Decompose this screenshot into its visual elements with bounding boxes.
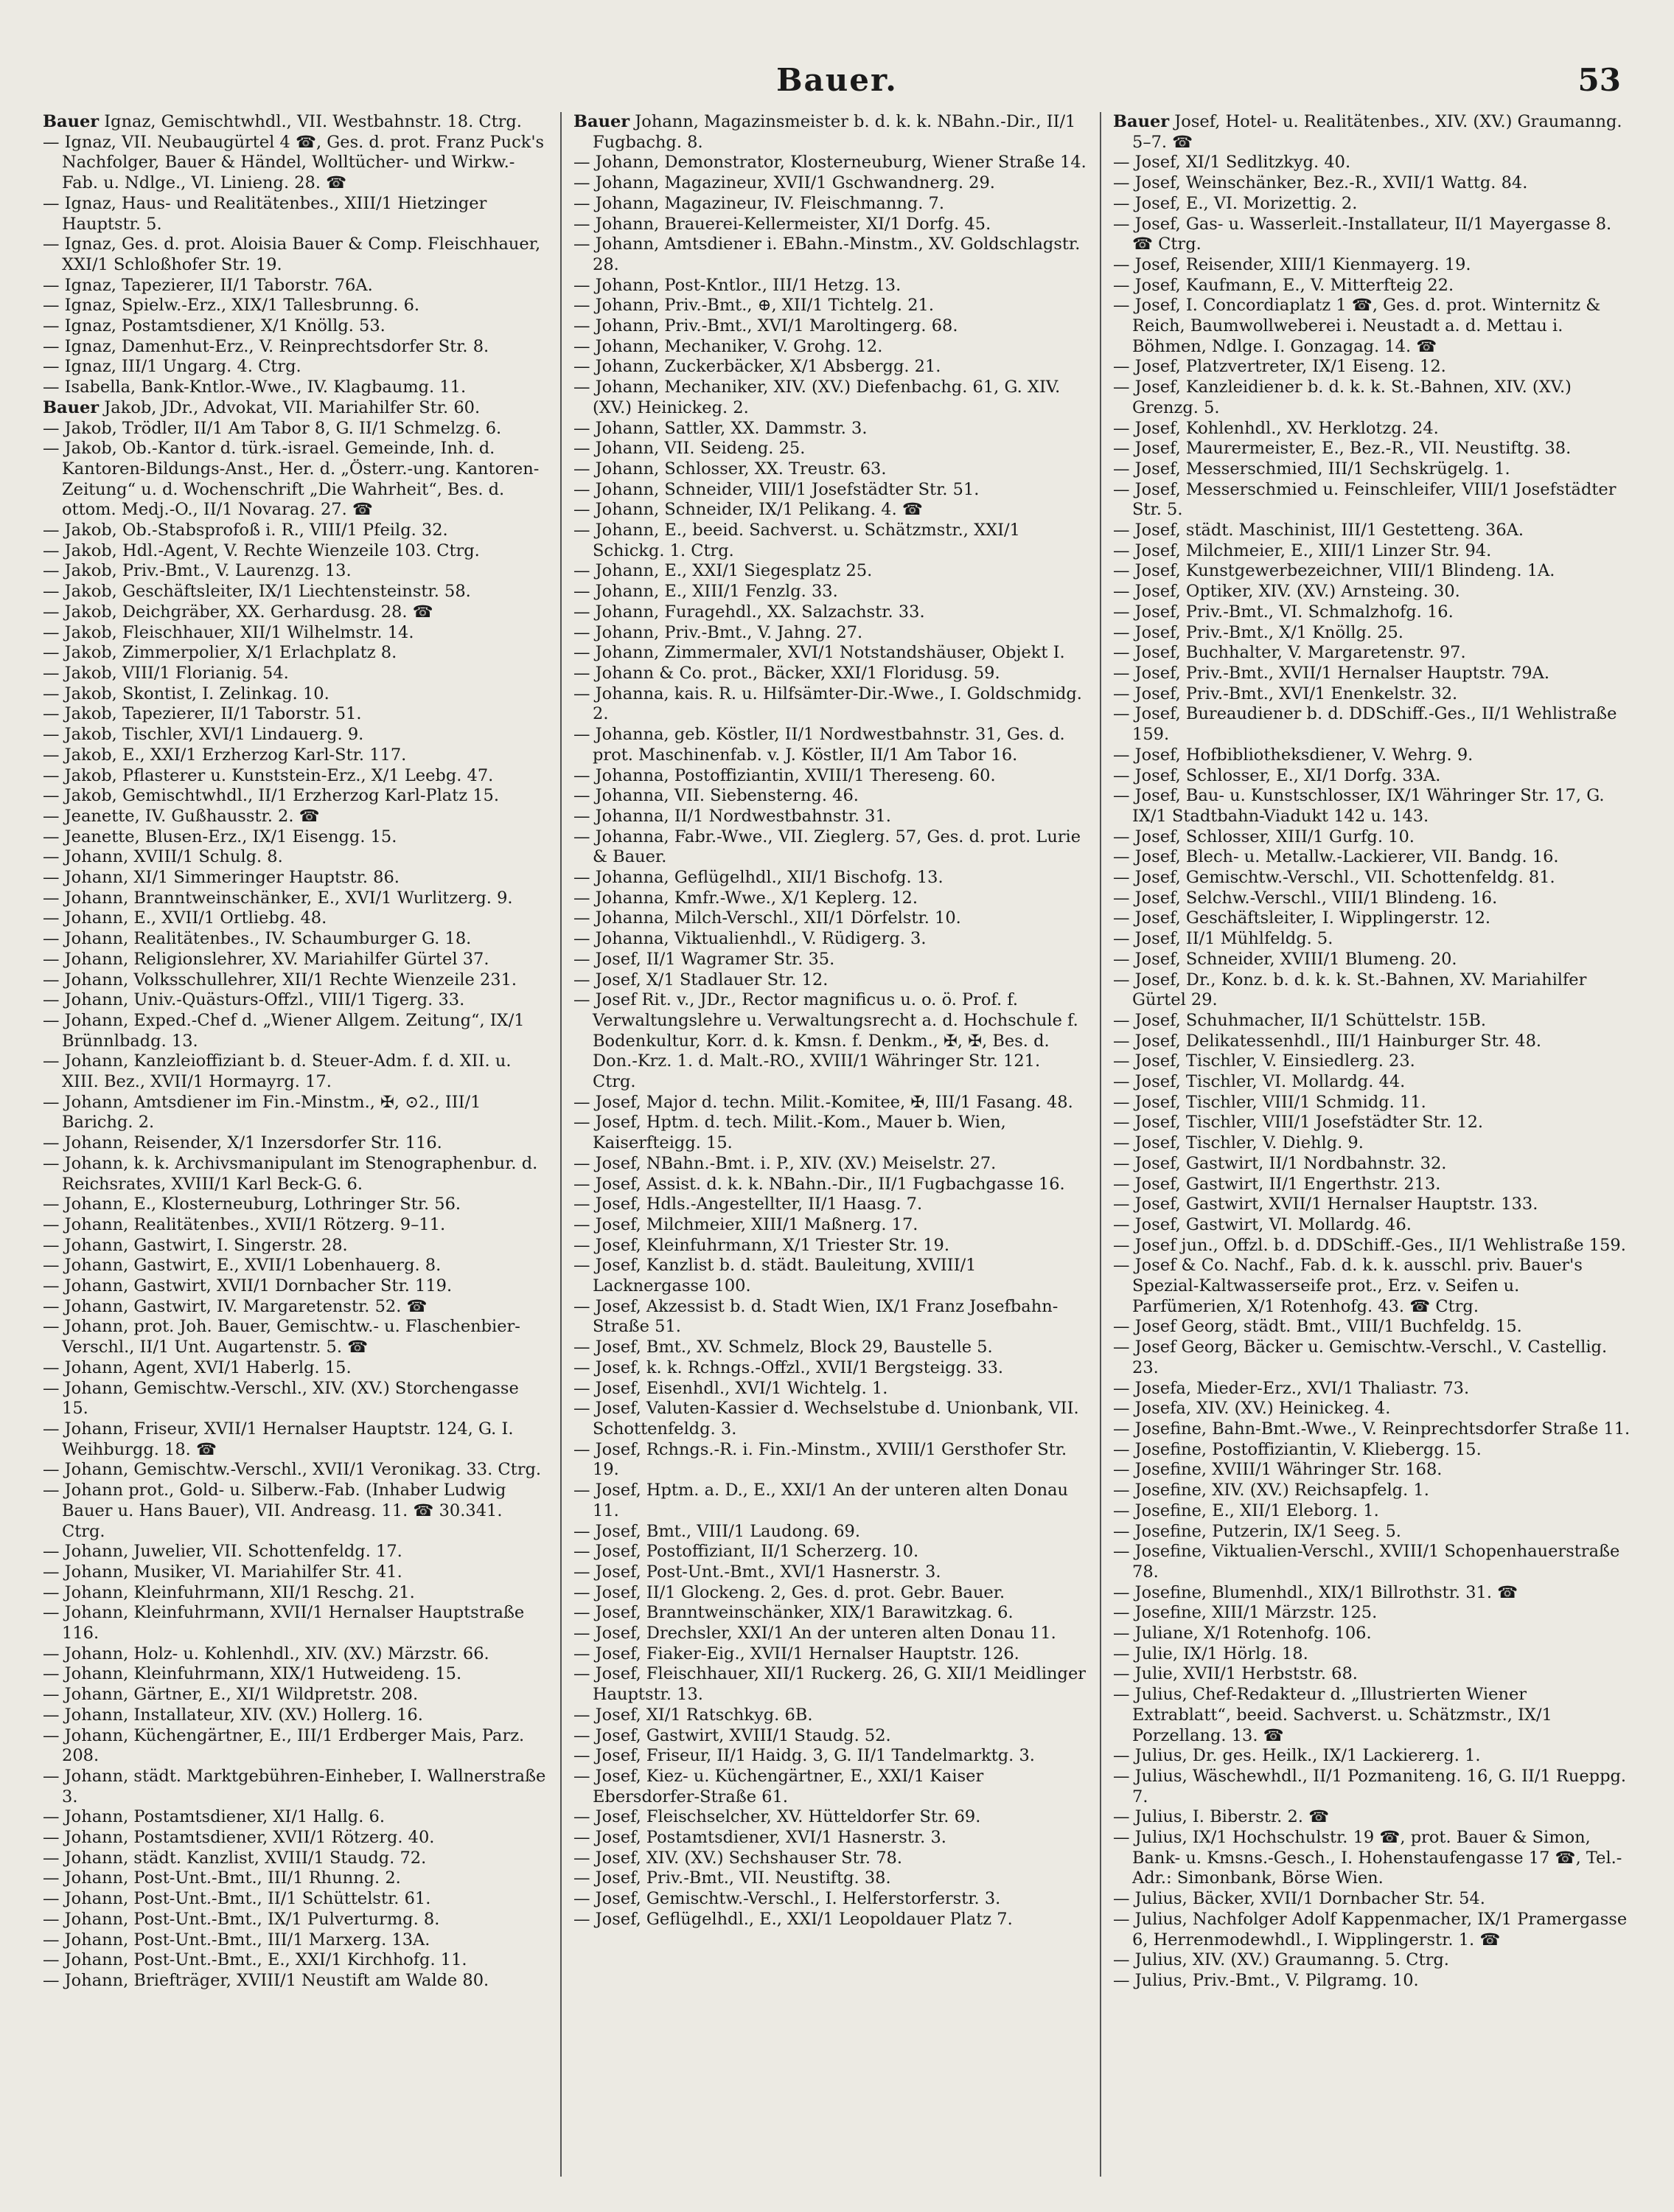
directory-entry: — Josef, Gastwirt, II/1 Engerthstr. 213. bbox=[1113, 1174, 1441, 1194]
directory-entry: — Josef, Post-Unt.-Bmt., XVI/1 Hasnerstr. 3. bbox=[573, 1562, 941, 1582]
directory-entry: — Johann, E., beeid. Sachverst. u. Schätzmstr., XXI/1 Schickg. 1. Ctrg. bbox=[573, 521, 1020, 560]
directory-entry: — Josef, Schneider, XVIII/1 Blumeng. 20. bbox=[1113, 949, 1457, 969]
directory-entry: — Josef, II/1 Glockeng. 2, Ges. d. prot. Gebr. Bauer. bbox=[573, 1582, 1005, 1602]
directory-entry: — Jakob, Pflasterer u. Kunststein-Erz., X/1 Leebg. 47. bbox=[43, 765, 494, 785]
directory-entry: — Johann, Kleinfuhrmann, XVII/1 Hernalser Hauptstraße 116. bbox=[43, 1603, 525, 1644]
directory-entry: — Josefine, Bahn-Bmt.-Wwe., V. Reinprechtsdorfer Straße 11. bbox=[1113, 1419, 1631, 1439]
directory-entry: — Johann, Post-Unt.-Bmt., II/1 Schüttelstr. 61. bbox=[43, 1889, 431, 1909]
running-head-title: Bauer. bbox=[776, 62, 898, 98]
directory-entry: — Josef, Kunstgewerbezeichner, VIII/1 Blindeng. 1A. bbox=[1113, 561, 1555, 581]
directory-entry: — Julius, Nachfolger Adolf Kappenmacher, IX/1 Pramergasse 6, Herrenmodewhdl., I. Wipplingerstr. 1. ☎ bbox=[1113, 1909, 1628, 1950]
directory-entry: — Jakob, E., XXI/1 Erzherzog Karl-Str. 117. bbox=[43, 745, 407, 765]
directory-entry: — Johann & Co. prot., Bäcker, XXI/1 Floridusg. 59. bbox=[573, 663, 1000, 683]
directory-entry: — Jakob, VIII/1 Florianig. 54. bbox=[43, 663, 289, 683]
directory-entry: — Johanna, Kmfr.-Wwe., X/1 Keplerg. 12. bbox=[573, 888, 918, 908]
directory-entry: — Josef, Gemischtw.-Verschl., I. Helferstorferstr. 3. bbox=[573, 1889, 1001, 1909]
directory-entry: — Ignaz, Damenhut-Erz., V. Reinprechtsdorfer Str. 8. bbox=[43, 336, 489, 356]
directory-entry: — Josef, Tischler, VIII/1 Schmidg. 11. bbox=[1113, 1092, 1426, 1112]
directory-entry: — Josef, Kaufmann, E., V. Mitterfteig 22. bbox=[1113, 275, 1454, 295]
directory-entry: — Johann, Kanzleioffiziant b. d. Steuer-Adm. f. d. XII. u. XIII. Bez., XVII/1 Hormayrg. 17. bbox=[43, 1051, 512, 1092]
directory-entry: — Julius, I. Biberstr. 2. ☎ bbox=[1113, 1807, 1330, 1827]
directory-entry: — Josef Georg, Bäcker u. Gemischtw.-Verschl., V. Castellig. 23. bbox=[1113, 1338, 1608, 1377]
directory-entry: — Jeanette, IV. Gußhausstr. 2. ☎ bbox=[43, 806, 320, 826]
directory-entry: — Josef Georg, städt. Bmt., VIII/1 Buchfeldg. 15. bbox=[1113, 1317, 1522, 1337]
directory-entry: — Josef, Gastwirt, XVIII/1 Staudg. 52. bbox=[573, 1725, 891, 1745]
directory-entry: — Johann, Gastwirt, I. Singerstr. 28. bbox=[43, 1235, 348, 1255]
directory-entry: — Josef, Kohlenhdl., XV. Herklotzg. 24. bbox=[1113, 418, 1439, 438]
directory-entry: — Ignaz, Haus- und Realitätenbes., XIII/1 Hietzinger Hauptstr. 5. bbox=[43, 193, 487, 234]
directory-entry: — Josef, Eisenhdl., XVI/1 Wichtelg. 1. bbox=[573, 1378, 888, 1398]
directory-entry: — Josef, Fleischselcher, XV. Hütteldorfer Str. 69. bbox=[573, 1807, 981, 1827]
directory-entry: — Josef, Branntweinschänker, XIX/1 Barawitzkag. 6. bbox=[573, 1603, 1014, 1623]
directory-entry: — Johann, Küchengärtner, E., III/1 Erdberger Mais, Parz. 208. bbox=[43, 1725, 525, 1766]
directory-entry: — Josef, Milchmeier, XIII/1 Maßnerg. 17. bbox=[573, 1214, 918, 1234]
directory-entry: — Johann, Friseur, XVII/1 Hernalser Hauptstr. 124, G. I. Weihburgg. 18. ☎ bbox=[43, 1419, 514, 1459]
directory-entry: — Johann, Mechaniker, XIV. (XV.) Diefenbachg. 61, G. XIV. (XV.) Heinickeg. 2. bbox=[573, 378, 1061, 417]
directory-entry: — Johann, Briefträger, XVIII/1 Neustift am Walde 80. bbox=[43, 1970, 489, 1990]
directory-entry: — Johann, Schneider, IX/1 Pelikang. 4. ☎ bbox=[573, 500, 923, 520]
directory-entry: — Johann, Agent, XVI/1 Haberlg. 15. bbox=[43, 1357, 352, 1377]
directory-entry: — Johann, Mechaniker, V. Grohg. 12. bbox=[573, 336, 883, 356]
directory-entry: — Josef, Milchmeier, E., XIII/1 Linzer Str. 94. bbox=[1113, 540, 1492, 560]
directory-entry: — Johann, Demonstrator, Klosterneuburg, Wiener Straße 14. bbox=[573, 153, 1087, 173]
directory-entry: — Josef, Kleinfuhrmann, X/1 Triester Str. 19. bbox=[573, 1235, 949, 1255]
directory-entry: — Ignaz, Ges. d. prot. Aloisia Bauer & Comp. Fleischhauer, XXI/1 Schloßhofer Str. 19. bbox=[43, 234, 541, 274]
directory-entry: — Johann, prot. Joh. Bauer, Gemischtw.- u. Flaschenbier-Verschl., II/1 Unt. Augartenstr. 5. ☎ bbox=[43, 1317, 520, 1357]
directory-entry: — Johann, Priv.-Bmt., ⊕, XII/1 Tichtelg. 21. bbox=[573, 296, 935, 316]
directory-entry: — Josef Rit. v., JDr., Rector magnificus u. o. ö. Prof. f. Verwaltungslehre u. Verwaltungsrecht a. d. Hochschule f. Bodenkultur, Korr. d. k. Kmsn. f. Denkm., ✠, ✠, Bes. d. Don.-Krz. 1. d. Malt.-RO., XVIII/1 Währinger Str. 121. Ctrg. bbox=[573, 990, 1078, 1092]
directory-entry: — Julie, XVII/1 Herbststr. 68. bbox=[1113, 1664, 1358, 1684]
directory-entry: — Josef, Fiaker-Eig., XVII/1 Hernalser Hauptstr. 126. bbox=[573, 1644, 1019, 1663]
directory-entry: — Johann, Sattler, XX. Dammstr. 3. bbox=[573, 418, 868, 438]
directory-entry: — Jakob, Trödler, II/1 Am Tabor 8, G. II/1 Schmelzg. 6. bbox=[43, 418, 502, 438]
directory-entry: — Ignaz, III/1 Ungarg. 4. Ctrg. bbox=[43, 357, 301, 377]
directory-entry: — Johann, Religionslehrer, XV. Mariahilfer Gürtel 37. bbox=[43, 949, 489, 969]
directory-entry: — Jakob, Ob.-Kantor d. türk.-israel. Gemeinde, Inh. d. Kantoren-Bildungs-Anst., Her. d. „Österr.-ung. Kantoren-Zeitung“ u. d. Wochenschrift „Die Wahrheit“, Bes. d. ottom. Medj.-O., II/1 Novarag. 27. ☎ bbox=[43, 439, 540, 520]
directory-entry: — Ignaz, Tapezierer, II/1 Taborstr. 76A. bbox=[43, 275, 373, 295]
directory-entry: — Johann, städt. Kanzlist, XVIII/1 Staudg. 72. bbox=[43, 1848, 427, 1868]
directory-entry: — Josef, Platzvertreter, IX/1 Eiseng. 12. bbox=[1113, 357, 1446, 377]
directory-entry: — Julie, IX/1 Hörlg. 18. bbox=[1113, 1644, 1308, 1663]
directory-entry: — Josef, Gemischtw.-Verschl., VII. Schottenfeldg. 81. bbox=[1113, 868, 1555, 888]
directory-entry: — Jakob, Gemischtwhdl., II/1 Erzherzog Karl-Platz 15. bbox=[43, 786, 500, 806]
directory-entry: — Josef, X/1 Stadlauer Str. 12. bbox=[573, 970, 829, 990]
directory-entry: — Josef, Bmt., XV. Schmelz, Block 29, Baustelle 5. bbox=[573, 1338, 993, 1357]
directory-entry: — Josef, Dr., Konz. b. d. k. k. St.-Bahnen, XV. Mariahilfer Gürtel 29. bbox=[1113, 970, 1587, 1010]
directory-entry: — Johann, Brauerei-Kellermeister, XI/1 Dorfg. 45. bbox=[573, 214, 991, 234]
directory-entry: — Josef, Priv.-Bmt., XVII/1 Hernalser Hauptstr. 79A. bbox=[1113, 663, 1549, 683]
directory-entry: — Julius, IX/1 Hochschulstr. 19 ☎, prot. Bauer & Simon, Bank- u. Kmsns.-Gesch., I. Hohenstaufengasse 17 ☎, Tel.-Adr.: Simonbank, Börse Wien. bbox=[1113, 1828, 1622, 1888]
directory-entry: — Julius, Wäschewhdl., II/1 Pozmaniteng. 16, G. II/1 Rueppg. 7. bbox=[1113, 1766, 1627, 1806]
directory-entry: — Johann, Post-Kntlor., III/1 Hetzg. 13. bbox=[573, 275, 901, 295]
directory-entry: — Johann, Priv.-Bmt., V. Jahng. 27. bbox=[573, 622, 863, 642]
directory-entry: — Jakob, Skontist, I. Zelinkag. 10. bbox=[43, 684, 329, 703]
directory-entry: — Julius, Dr. ges. Heilk., IX/1 Lackiererg. 1. bbox=[1113, 1746, 1481, 1766]
directory-entry: — Josef, Priv.-Bmt., XVI/1 Enenkelstr. 32. bbox=[1113, 684, 1458, 703]
directory-entry: — Josef, Tischler, VIII/1 Josefstädter Str. 12. bbox=[1113, 1113, 1484, 1133]
directory-entry: Bauer Ignaz, Gemischtwhdl., VII. Westbahnstr. 18. Ctrg. bbox=[43, 112, 522, 131]
directory-entry: — Johann, Kleinfuhrmann, XIX/1 Hutweideng. 15. bbox=[43, 1664, 462, 1684]
directory-entry: — Josefine, Blumenhdl., XIX/1 Billrothstr. 31. ☎ bbox=[1113, 1582, 1518, 1602]
directory-entry: — Jakob, Fleischhauer, XII/1 Wilhelmstr. 14. bbox=[43, 622, 414, 642]
directory-entry: — Johann, Post-Unt.-Bmt., IX/1 Pulverturmg. 8. bbox=[43, 1909, 440, 1929]
directory-entry: — Johanna, Milch-Verschl., XII/1 Dörfelstr. 10. bbox=[573, 908, 961, 928]
directory-entry: — Johann, Magazineur, XVII/1 Gschwandnerg. 29. bbox=[573, 173, 995, 193]
directory-entry: — Josef, Optiker, XIV. (XV.) Arnsteing. 30. bbox=[1113, 582, 1460, 602]
directory-entry: — Josef & Co. Nachf., Fab. d. k. k. ausschl. priv. Bauer's Spezial-Kaltwasserseife prot., Erz. v. Seifen u. Parfümerien, X/1 Rotenhofg. 43. ☎ Ctrg. bbox=[1113, 1256, 1583, 1316]
page-number: 53 bbox=[1577, 62, 1621, 98]
directory-entry: — Johann, E., XVII/1 Ortliebg. 48. bbox=[43, 908, 327, 928]
directory-entry: — Julius, Priv.-Bmt., V. Pilgramg. 10. bbox=[1113, 1970, 1419, 1990]
directory-entry: — Josef, II/1 Mühlfeldg. 5. bbox=[1113, 929, 1333, 949]
directory-entry: — Josef, Maurermeister, E., Bez.-R., VII. Neustiftg. 38. bbox=[1113, 439, 1572, 459]
directory-entry: — Johann, Volksschullehrer, XII/1 Rechte Wienzeile 231. bbox=[43, 970, 517, 990]
directory-entry: — Julius, Chef-Redakteur d. „Illustrierten Wiener Extrablatt“, beeid. Sachverst. u. Schätzmstr., IX/1 Porzellang. 13. ☎ bbox=[1113, 1685, 1552, 1745]
directory-entry: — Johann, Gemischtw.-Verschl., XIV. (XV.) Storchengasse 15. bbox=[43, 1378, 519, 1419]
directory-entry: — Josef, Priv.-Bmt., VII. Neustiftg. 38. bbox=[573, 1868, 891, 1888]
directory-entry: — Josef, Postamtsdiener, XVI/1 Hasnerstr. 3. bbox=[573, 1828, 946, 1848]
directory-entry: Bauer Josef, Hotel- u. Realitätenbes., XIV. (XV.) Graumanng. 5–7. ☎ bbox=[1113, 112, 1622, 152]
directory-entry: — Johanna, Viktualienhdl., V. Rüdigerg. 3. bbox=[573, 929, 927, 949]
directory-entry: — Josef, Bau- u. Kunstschlosser, IX/1 Währinger Str. 17, G. IX/1 Stadtbahn-Viadukt 142 u. 143. bbox=[1113, 786, 1605, 826]
page-header bbox=[0, 62, 1674, 106]
directory-entry: — Johann, Univ.-Quästurs-Offzl., VIII/1 Tigerg. 33. bbox=[43, 990, 465, 1010]
directory-entry: — Johann, Gastwirt, IV. Margaretenstr. 52. ☎ bbox=[43, 1296, 428, 1316]
directory-entry: — Josefine, Putzerin, IX/1 Seeg. 5. bbox=[1113, 1521, 1401, 1541]
directory-entry: — Josefa, Mieder-Erz., XVI/1 Thaliastr. 73. bbox=[1113, 1378, 1470, 1398]
directory-entry: — Josefine, XVIII/1 Währinger Str. 168. bbox=[1113, 1460, 1443, 1480]
directory-entry: — Josef, XI/1 Ratschkyg. 6B. bbox=[573, 1705, 813, 1725]
directory-entry: — Ignaz, Spielw.-Erz., XIX/1 Tallesbrunng. 6. bbox=[43, 296, 420, 316]
directory-entry: — Johanna, VII. Siebensterng. 46. bbox=[573, 786, 859, 806]
directory-entry: — Josef, Gastwirt, VI. Mollardg. 46. bbox=[1113, 1214, 1412, 1234]
directory-entry: — Josef, Delikatessenhdl., III/1 Hainburger Str. 48. bbox=[1113, 1031, 1542, 1051]
directory-entry: — Johann, XVIII/1 Schulg. 8. bbox=[43, 847, 283, 867]
directory-entry: — Johann, Postamtsdiener, XVII/1 Rötzerg. 40. bbox=[43, 1828, 435, 1848]
directory-entry: — Johann, Postamtsdiener, XI/1 Hallg. 6. bbox=[43, 1807, 385, 1827]
directory-entry: — Josef, k. k. Rchngs.-Offzl., XVII/1 Bergsteigg. 33. bbox=[573, 1357, 1004, 1377]
directory-entry: — Josef, Bmt., VIII/1 Laudong. 69. bbox=[573, 1521, 861, 1541]
directory-entry: — Josef, I. Concordiaplatz 1 ☎, Ges. d. prot. Winternitz & Reich, Baumwollweberei i. Neustadt a. d. Mettau i. Böhmen, Ndlge. I. Gonzagag. 14. ☎ bbox=[1113, 296, 1601, 356]
directory-entry: — Johann, Branntweinschänker, E., XVI/1 Wurlitzerg. 9. bbox=[43, 888, 513, 908]
directory-entry: — Josef, Messerschmied, III/1 Sechskrügelg. 1. bbox=[1113, 459, 1510, 479]
directory-entry: — Johann, Magazineur, IV. Fleischmanng. 7. bbox=[573, 193, 944, 213]
directory-entry: — Josef, Tischler, VI. Mollardg. 44. bbox=[1113, 1072, 1406, 1092]
directory-entry: — Johann, Holz- u. Kohlenhdl., XIV. (XV.) Märzstr. 66. bbox=[43, 1644, 489, 1663]
directory-entry: — Johann, Zuckerbäcker, X/1 Absbergg. 21. bbox=[573, 357, 941, 377]
directory-entry: — Josefine, Postoffiziantin, V. Kliebergg. 15. bbox=[1113, 1439, 1482, 1459]
directory-entry: — Josef, Schlosser, XIII/1 Gurfg. 10. bbox=[1113, 827, 1415, 846]
directory-entry: — Johann, XI/1 Simmeringer Hauptstr. 86. bbox=[43, 868, 400, 888]
directory-entry: — Johann, Gastwirt, XVII/1 Dornbacher Str. 119. bbox=[43, 1276, 453, 1296]
directory-entry: — Julius, XIV. (XV.) Graumanng. 5. Ctrg. bbox=[1113, 1950, 1449, 1970]
directory-entry: — Jakob, Hdl.-Agent, V. Rechte Wienzeile 103. Ctrg. bbox=[43, 540, 480, 560]
directory-entry: — Ignaz, VII. Neubaugürtel 4 ☎, Ges. d. prot. Franz Puck's Nachfolger, Bauer & Händel, Wolltücher- und Wirkw.-Fab. u. Ndlge., VI. Linieng. 28. ☎ bbox=[43, 132, 545, 193]
directory-entry: — Josef, Blech- u. Metallw.-Lackierer, VII. Bandg. 16. bbox=[1113, 847, 1559, 867]
directory-entry: — Johann, Gemischtw.-Verschl., XVII/1 Veronikag. 33. Ctrg. bbox=[43, 1460, 541, 1480]
directory-entry: — Josefa, XIV. (XV.) Heinickeg. 4. bbox=[1113, 1399, 1391, 1419]
directory-entry: — Johann, Zimmermaler, XVI/1 Notstandshäuser, Objekt I. bbox=[573, 643, 1065, 663]
directory-entry: — Josef, Kanzleidiener b. d. k. k. St.-Bahnen, XIV. (XV.) Grenzg. 5. bbox=[1113, 378, 1572, 417]
directory-entry: — Josef, Schuhmacher, II/1 Schüttelstr. 15B. bbox=[1113, 1010, 1487, 1030]
directory-entry: — Johanna, kais. R. u. Hilfsämter-Dir.-Wwe., I. Goldschmidg. 2. bbox=[573, 684, 1082, 724]
directory-entry: — Josef, Priv.-Bmt., VI. Schmalzhofg. 16. bbox=[1113, 602, 1454, 622]
directory-entry: — Josef, Assist. d. k. k. NBahn.-Dir., II/1 Fugbachgasse 16. bbox=[573, 1174, 1065, 1194]
directory-entry: — Josef, Hdls.-Angestellter, II/1 Haasg. 7. bbox=[573, 1194, 923, 1214]
directory-entry: — Johann, Amtsdiener i. EBahn.-Minstm., XV. Goldschlagstr. 28. bbox=[573, 234, 1081, 274]
directory-entry: — Julius, Bäcker, XVII/1 Dornbacher Str. 54. bbox=[1113, 1889, 1485, 1909]
directory-entry: — Johann, Post-Unt.-Bmt., III/1 Marxerg. 13A. bbox=[43, 1930, 430, 1950]
directory-entry: — Johanna, geb. Köstler, II/1 Nordwestbahnstr. 31, Ges. d. prot. Maschinenfab. v. J. Köstler, II/1 Am Tabor 16. bbox=[573, 725, 1065, 765]
directory-entry: — Johanna, Fabr.-Wwe., VII. Zieglerg. 57, Ges. d. prot. Lurie & Bauer. bbox=[573, 827, 1081, 867]
directory-entry: — Josef jun., Offzl. b. d. DDSchiff.-Ges., II/1 Wehlistraße 159. bbox=[1113, 1235, 1626, 1255]
directory-entry: — Johann, Gärtner, E., XI/1 Wildpretstr. 208. bbox=[43, 1685, 419, 1705]
directory-entry: — Johann, Schneider, VIII/1 Josefstädter Str. 51. bbox=[573, 479, 980, 499]
directory-entry: — Johanna, Geflügelhdl., XII/1 Bischofg. 13. bbox=[573, 868, 944, 888]
directory-entry: — Johann, Reisender, X/1 Inzersdorfer Str. 116. bbox=[43, 1133, 442, 1153]
directory-entry: — Josef, Fleischhauer, XII/1 Ruckerg. 26, G. XII/1 Meidlinger Hauptstr. 13. bbox=[573, 1664, 1087, 1705]
directory-entry: — Josef, Selchw.-Verschl., VIII/1 Blindeng. 16. bbox=[1113, 888, 1498, 908]
directory-entry: — Johann, Amtsdiener im Fin.-Minstm., ✠, ⊙2., III/1 Barichg. 2. bbox=[43, 1092, 481, 1133]
directory-entry: — Jakob, Tapezierer, II/1 Taborstr. 51. bbox=[43, 704, 362, 724]
directory-entry: — Josefine, XIV. (XV.) Reichsapfelg. 1. bbox=[1113, 1481, 1429, 1500]
directory-entry: — Josef, Buchhalter, V. Margaretenstr. 97. bbox=[1113, 643, 1466, 663]
directory-entry: — Josef, Geflügelhdl., E., XXI/1 Leopoldauer Platz 7. bbox=[573, 1909, 1013, 1929]
directory-entry: — Josef, Messerschmied u. Feinschleifer, VIII/1 Josefstädter Str. 5. bbox=[1113, 479, 1617, 520]
directory-entry: — Johann, Post-Unt.-Bmt., III/1 Rhunng. 2. bbox=[43, 1868, 401, 1888]
directory-entry: — Josef, Hptm. a. D., E., XXI/1 An der unteren alten Donau 11. bbox=[573, 1481, 1069, 1520]
directory-entry: — Johann, Installateur, XIV. (XV.) Hollerg. 16. bbox=[43, 1705, 423, 1725]
directory-entry: — Johann, E., XIII/1 Fenzlg. 33. bbox=[573, 582, 838, 602]
directory-entry: — Jakob, Geschäftsleiter, IX/1 Liechtensteinstr. 58. bbox=[43, 582, 471, 602]
directory-entry: — Josef, Hptm. d. tech. Milit.-Kom., Mauer b. Wien, Kaiserfteigg. 15. bbox=[573, 1113, 1006, 1153]
directory-entry: — Josef, Priv.-Bmt., X/1 Knöllg. 25. bbox=[1113, 622, 1403, 642]
directory-entry: — Josefine, XIII/1 Märzstr. 125. bbox=[1113, 1603, 1378, 1623]
directory-entry: — Jakob, Ob.-Stabsprofoß i. R., VIII/1 Pfeilg. 32. bbox=[43, 521, 448, 540]
directory-entry: — Josef, Akzessist b. d. Stadt Wien, IX/1 Franz Josefbahn-Straße 51. bbox=[573, 1296, 1059, 1337]
directory-entry: — Josef, II/1 Wagramer Str. 35. bbox=[573, 949, 835, 969]
directory-entry: — Jeanette, Blusen-Erz., IX/1 Eisengg. 15. bbox=[43, 827, 397, 846]
directory-entry: — Johanna, II/1 Nordwestbahnstr. 31. bbox=[573, 806, 891, 826]
directory-entry: — Josef, Tischler, V. Einsiedlerg. 23. bbox=[1113, 1051, 1415, 1071]
directory-entry: — Josef, städt. Maschinist, III/1 Gestetteng. 36A. bbox=[1113, 521, 1524, 540]
directory-entry: — Jakob, Priv.-Bmt., V. Laurenzg. 13. bbox=[43, 561, 352, 581]
column-1 bbox=[43, 112, 547, 2191]
column-2 bbox=[573, 112, 1087, 2191]
directory-entry: — Josef, Bureaudiener b. d. DDSchiff.-Ges., II/1 Wehlistraße 159. bbox=[1113, 704, 1617, 745]
column-3 bbox=[1113, 112, 1631, 2191]
directory-entry: Bauer Johann, Magazinsmeister b. d. k. k. NBahn.-Dir., II/1 Fugbachg. 8. bbox=[573, 112, 1076, 152]
directory-entry: — Johann, Post-Unt.-Bmt., E., XXI/1 Kirchhofg. 11. bbox=[43, 1950, 467, 1970]
directory-entry: Bauer Jakob, JDr., Advokat, VII. Mariahilfer Str. 60. bbox=[43, 397, 481, 417]
directory-entry: — Josef, Valuten-Kassier d. Wechselstube d. Unionbank, VII. Schottenfeldg. 3. bbox=[573, 1399, 1079, 1439]
directory-entry: — Johann, städt. Marktgebühren-Einheber, I. Wallnerstraße 3. bbox=[43, 1766, 546, 1806]
directory-entry: — Josef, Drechsler, XXI/1 An der unteren alten Donau 11. bbox=[573, 1624, 1056, 1644]
directory-entry: — Josef, XIV. (XV.) Sechshauser Str. 78. bbox=[573, 1848, 902, 1868]
directory-entry: — Johann, Priv.-Bmt., XVI/1 Maroltingerg. 68. bbox=[573, 316, 958, 336]
directory-entry: — Johann, k. k. Archivsmanipulant im Stenographenbur. d. Reichsrates, XVIII/1 Karl Beck-G. 6. bbox=[43, 1153, 538, 1194]
directory-entry: — Johann, Juwelier, VII. Schottenfeldg. 17. bbox=[43, 1542, 402, 1562]
columns bbox=[43, 112, 1631, 2191]
directory-entry: — Josef, Major d. techn. Milit.-Komitee, ✠, III/1 Fasang. 48. bbox=[573, 1092, 1073, 1112]
directory-entry: — Josef, Gas- u. Wasserleit.-Installateur, II/1 Mayergasse 8. ☎ Ctrg. bbox=[1113, 214, 1612, 254]
directory-entry: — Johann, E., XXI/1 Siegesplatz 25. bbox=[573, 561, 873, 581]
directory-entry: — Josef, NBahn.-Bmt. i. P., XIV. (XV.) Meiselstr. 27. bbox=[573, 1153, 997, 1173]
directory-entry: — Isabella, Bank-Kntlor.-Wwe., IV. Klagbaumg. 11. bbox=[43, 378, 467, 397]
directory-entry: — Josef, Tischler, V. Diehlg. 9. bbox=[1113, 1133, 1364, 1153]
directory-entry: — Jakob, Tischler, XVI/1 Lindauerg. 9. bbox=[43, 725, 364, 745]
directory-entry: — Josefine, E., XII/1 Eleborg. 1. bbox=[1113, 1500, 1379, 1520]
directory-entry: — Josef, Gastwirt, II/1 Nordbahnstr. 32. bbox=[1113, 1153, 1447, 1173]
directory-entry: — Josef, Weinschänker, Bez.-R., XVII/1 Wattg. 84. bbox=[1113, 173, 1528, 193]
directory-entry: — Josef, XI/1 Sedlitzkyg. 40. bbox=[1113, 153, 1351, 173]
directory-entry: — Josef, Rchngs.-R. i. Fin.-Minstm., XVIII/1 Gersthofer Str. 19. bbox=[573, 1439, 1067, 1480]
directory-entry: — Josef, Gastwirt, XVII/1 Hernalser Hauptstr. 133. bbox=[1113, 1194, 1538, 1214]
directory-entry: — Johann, Musiker, VI. Mariahilfer Str. 41. bbox=[43, 1562, 402, 1582]
directory-entry: — Johann, Gastwirt, E., XVII/1 Lobenhauerg. 8. bbox=[43, 1256, 442, 1276]
directory-entry: — Josef, Reisender, XIII/1 Kienmayerg. 19. bbox=[1113, 254, 1471, 274]
directory-entry: — Josef, Geschäftsleiter, I. Wipplingerstr. 12. bbox=[1113, 908, 1491, 928]
directory-entry: — Johann, E., Klosterneuburg, Lothringer Str. 56. bbox=[43, 1194, 461, 1214]
directory-entry: — Josef, Schlosser, E., XI/1 Dorfg. 33A. bbox=[1113, 765, 1441, 785]
directory-entry: — Johann, Kleinfuhrmann, XII/1 Reschg. 21. bbox=[43, 1582, 415, 1602]
directory-entry: — Ignaz, Postamtsdiener, X/1 Knöllg. 53. bbox=[43, 316, 386, 336]
directory-entry: — Jakob, Zimmerpolier, X/1 Erlachplatz 8. bbox=[43, 643, 397, 663]
directory-entry: — Josef, Postoffiziant, II/1 Scherzerg. 10. bbox=[573, 1542, 919, 1562]
directory-entry: — Josef, Hofbibliotheksdiener, V. Wehrg. 9. bbox=[1113, 745, 1474, 765]
directory-entry: — Juliane, X/1 Rotenhofg. 106. bbox=[1113, 1624, 1372, 1644]
directory-entry: — Josef, E., VI. Morizettig. 2. bbox=[1113, 193, 1358, 213]
directory-entry: — Josef, Friseur, II/1 Haidg. 3, G. II/1 Tandelmarktg. 3. bbox=[573, 1746, 1035, 1766]
directory-entry: — Johann prot., Gold- u. Silberw.-Fab. (Inhaber Ludwig Bauer u. Hans Bauer), VII. Andreasg. 11. ☎ 30.341. Ctrg. bbox=[43, 1481, 506, 1541]
directory-entry: — Johann, VII. Seideng. 25. bbox=[573, 439, 806, 459]
directory-entry: — Johann, Realitätenbes., XVII/1 Rötzerg. 9–11. bbox=[43, 1214, 446, 1234]
directory-entry: — Josefine, Viktualien-Verschl., XVIII/1 Schopenhauerstraße 78. bbox=[1113, 1542, 1620, 1582]
directory-entry: — Johann, Furagehdl., XX. Salzachstr. 33. bbox=[573, 602, 925, 622]
directory-entry: — Josef, Kanzlist b. d. städt. Bauleitung, XVIII/1 Lacknergasse 100. bbox=[573, 1256, 977, 1296]
directory-entry: — Johann, Exped.-Chef d. „Wiener Allgem. Zeitung“, IX/1 Brünnlbadg. 13. bbox=[43, 1010, 525, 1051]
directory-entry: — Jakob, Deichgräber, XX. Gerhardusg. 28. ☎ bbox=[43, 602, 433, 622]
directory-entry: — Josef, Kiez- u. Küchengärtner, E., XXI/1 Kaiser Ebersdorfer-Straße 61. bbox=[573, 1766, 984, 1806]
directory-entry: — Johann, Schlosser, XX. Treustr. 63. bbox=[573, 459, 887, 479]
directory-entry: — Johanna, Postoffiziantin, XVIII/1 Thereseng. 60. bbox=[573, 765, 996, 785]
directory-entry: — Johann, Realitätenbes., IV. Schaumburger G. 18. bbox=[43, 929, 472, 949]
